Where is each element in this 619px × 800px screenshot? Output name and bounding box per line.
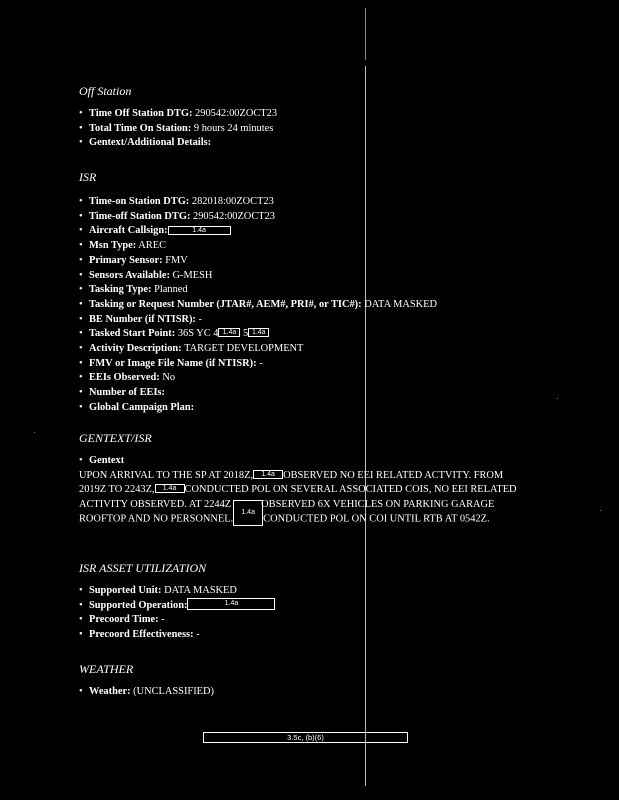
asset-list (79, 584, 579, 643)
gentext-section (79, 431, 579, 527)
gentext-paragraph-line: UPON ARRIVAL TO THE SP AT 2018Z, 1.4a OBSERVED NO EEI RELATED ACTVITY. FROM (79, 469, 504, 481)
off-station-section (79, 84, 579, 151)
list-item: • Sensors Available: G-MESH (79, 269, 579, 284)
list-item: • Total Time On Station: 9 hours 24 minutes (79, 122, 579, 137)
list-item: • Supported Operation: 1.4a (79, 599, 579, 614)
list-item: • Precoord Effectiveness: - (79, 628, 579, 643)
list-item: • Activity Description: TARGET DEVELOPMENT (79, 342, 579, 357)
list-item: • Weather: (UNCLASSIFIED) (79, 685, 579, 700)
off-station-list (79, 107, 579, 151)
list-item: • Tasking or Request Number (JTAR#, AEM#, PRI#, or TIC#): DATA MASKED (79, 298, 579, 313)
list-item: • Number of EEIs: (79, 386, 579, 401)
isr-list (79, 195, 579, 416)
list-item: • Aircraft Callsign: 1.4a (79, 224, 579, 239)
gentext-paragraph-line: ACTIVITY OBSERVED. AT 2244Z OBSERVED 6X VEHICLES ON PARKING GARAGE (79, 498, 495, 510)
list-item: • Tasking Type: Planned (79, 283, 579, 298)
gentext-paragraph-line: ROOFTOP AND NO PERSONNEL.1.4aCONDUCTED POL ON COI UNTIL RTB AT 0542Z. (79, 512, 579, 527)
redaction-box: 1.4a (155, 484, 185, 493)
list-item: • Supported Unit: DATA MASKED (79, 584, 579, 599)
redaction-box: 1.4a (218, 328, 240, 337)
scan-speck (34, 432, 35, 433)
list-item: • Primary Sensor: FMV (79, 254, 579, 269)
list-item: • EEIs Observed: No (79, 371, 579, 386)
list-item: • Time-off Station DTG: 290542:00ZOCT23 (79, 210, 579, 225)
list-item: • Time-on Station DTG: 282018:00ZOCT23 (79, 195, 579, 210)
list-item: • Msn Type: AREC (79, 239, 579, 254)
list-item: • Tasked Start Point: 36S YC 4 1.4a 5 1.4a (79, 327, 579, 342)
asset-utilization-section (79, 561, 579, 643)
list-item: • Gentext/Additional Details: (79, 136, 579, 151)
gentext-paragraph-line: 2019Z TO 2243Z, 1.4a CONDUCTED POL ON SEVERAL ASSOCIATED COIS, NO EEI RELATED (79, 484, 517, 496)
footer-redaction-box: 3.5c, (b)(6) (203, 732, 408, 743)
weather-heading: WEATHER (79, 662, 134, 676)
list-item: • Time Off Station DTG: 290542:00ZOCT23 (79, 107, 579, 122)
scan-speck (600, 510, 601, 511)
off-station-heading: Off Station (79, 84, 132, 98)
redaction-box: 1.4a (168, 226, 231, 235)
weather-section (79, 662, 579, 700)
list-item: • Global Campaign Plan: (79, 401, 579, 416)
list-item: • Precoord Time: - (79, 613, 579, 628)
redaction-box: 1.4a (187, 598, 275, 610)
redaction-box: 1.4a (248, 328, 269, 337)
list-item: • BE Number (if NTISR): - (79, 313, 579, 328)
list-item: • Gentext (79, 454, 579, 469)
isr-heading: ISR (79, 170, 97, 184)
redaction-box: 1.4a (253, 470, 283, 479)
isr-section (79, 170, 579, 416)
asset-utilization-heading: ISR ASSET UTILIZATION (79, 561, 207, 575)
list-item: • FMV or Image File Name (if NTISR): - (79, 357, 579, 372)
gentext-heading: GENTEXT/ISR (79, 431, 152, 445)
weather-list (79, 685, 579, 700)
redaction-box: 1.4a (233, 500, 263, 526)
scan-artifact-line (365, 8, 366, 60)
gentext-list (79, 454, 579, 469)
